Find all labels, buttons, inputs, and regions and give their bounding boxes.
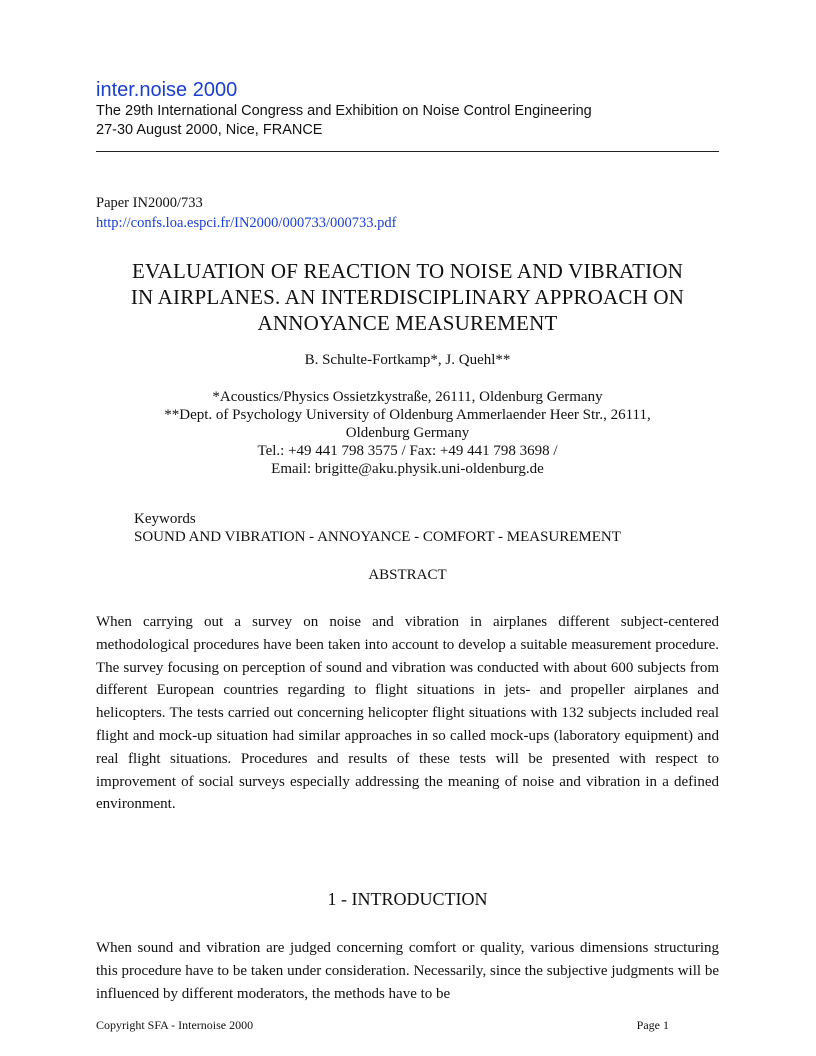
conference-header [96, 78, 719, 140]
abstract-text: When carrying out a survey on noise and vibration in airplanes different subject-centered methodological procedures have been taken into account to develop a suitable measurement procedure. The survey focusing on perception of sound and vibration was conducted with about 600 subjects from different European countries regarding to flight situations in jets- and propeller airplanes and helicopters. The tests carried out concerning helicopter flight situations with 132 subjects included real flight and mock-up situation had similar approaches in so called mock-ups (laboratory equipment) and real flight situations. Procedures and results of these tests will be presented with respect to improvement of social surveys especially addressing the meaning of noise and vibration in a defined environment. [96, 614, 719, 813]
authors: B. Schulte-Fortkamp*, J. Quehl** [304, 352, 511, 368]
affiliation-line: *Acoustics/Physics Ossietzkystraße, 26111, Oldenburg Germany [212, 389, 603, 405]
keywords-block [134, 510, 621, 546]
paper-reference [96, 193, 396, 233]
contact-phone-fax: Tel.: +49 441 798 3575 / Fax: +49 441 798 3698 / [257, 443, 558, 459]
abstract-heading: ABSTRACT [368, 567, 447, 583]
title-line: ANNOYANCE MEASUREMENT [257, 311, 558, 335]
affiliations [96, 388, 719, 478]
footer-copyright: Copyright SFA - Internoise 2000 [96, 1018, 254, 1032]
keywords-text: SOUND AND VIBRATION - ANNOYANCE - COMFORT - MEASUREMENT [134, 529, 621, 545]
introduction-text: When sound and vibration are judged concerning comfort or quality, various dimensions structuring this procedure have to be taken under consideration. Necessarily, since the subjective judgments will be influenced by different moderators, the methods have to be [96, 940, 719, 1002]
affiliation-line: Oldenburg Germany [345, 425, 470, 441]
paper-id: Paper IN2000/733 [96, 195, 203, 211]
title-line: IN AIRPLANES. AN INTERDISCIPLINARY APPROACH ON [130, 285, 685, 309]
contact-email: Email: brigitte@aku.physik.uni-oldenburg.de [271, 461, 544, 477]
paper-title [96, 258, 719, 336]
keywords-label: Keywords [134, 511, 196, 527]
footer-page-number: Page 1 [636, 1018, 669, 1032]
affiliation-line: **Dept. of Psychology University of Oldenburg Ammerlaender Heer Str., 26111, [164, 407, 651, 423]
header-divider [96, 151, 719, 152]
conference-subtitle: The 29th International Congress and Exhibition on Noise Control Engineering [96, 103, 592, 119]
conference-title: inter.noise 2000 [96, 79, 238, 101]
page-footer [96, 1018, 669, 1033]
paper-url-link[interactable]: http://confs.loa.espci.fr/IN2000/000733/000733.pdf [96, 215, 397, 231]
conference-date-place: 27-30 August 2000, Nice, FRANCE [96, 122, 323, 138]
introduction-heading: 1 - INTRODUCTION [327, 889, 488, 909]
title-line: EVALUATION OF REACTION TO NOISE AND VIBRATION [131, 259, 684, 283]
